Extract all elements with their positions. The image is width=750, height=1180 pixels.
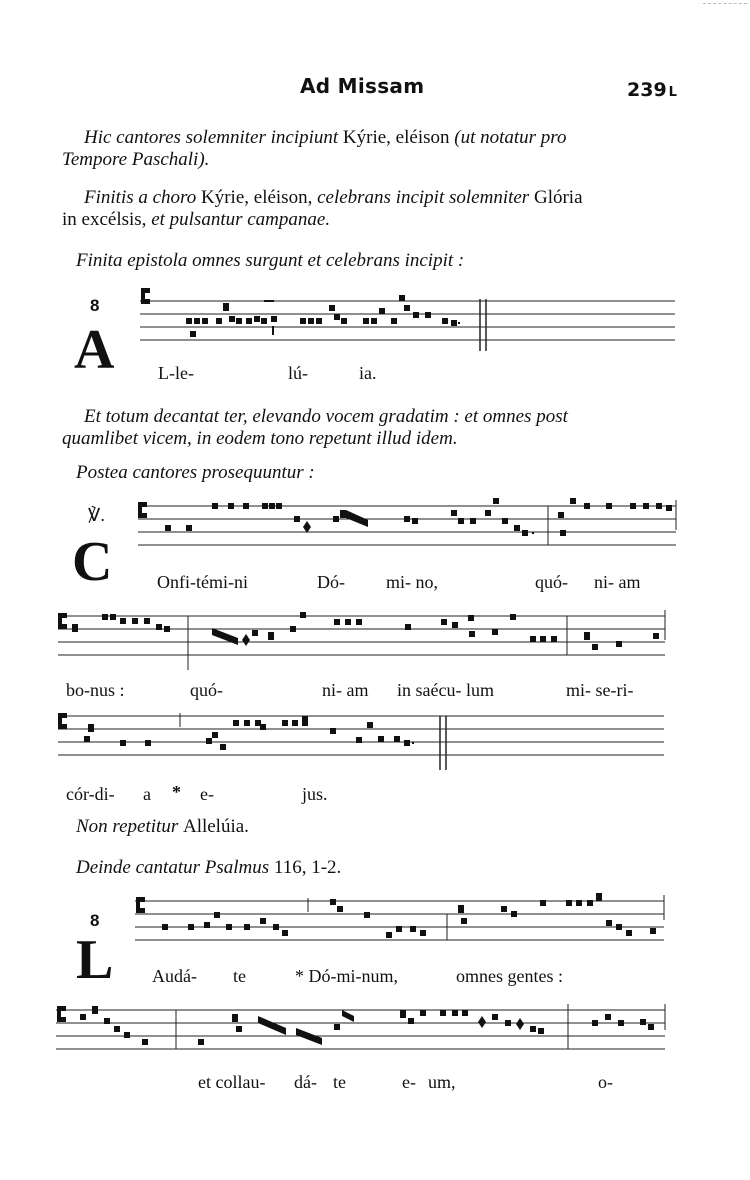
chant3-initial: L — [76, 929, 114, 991]
chant3-line2-syllable: te — [333, 1072, 346, 1092]
do-clef-icon — [141, 288, 150, 304]
staff-5-neumes — [162, 893, 656, 938]
do-clef-icon — [58, 613, 67, 629]
chant2-line2-syllable: in saécu- lum — [397, 680, 494, 700]
chant2-line1-syllable: Dó- — [317, 572, 345, 592]
chant3-line1-syllable: * Dó-mi-num, — [295, 966, 398, 986]
chant2-line3-syllable: cór-di- — [66, 784, 115, 804]
staff-3-neumes — [72, 612, 659, 650]
chant2-line2-syllable: bo-nus : — [66, 680, 125, 700]
chant3-line2-syllable: o- — [598, 1072, 613, 1092]
chant1-syllable: ia. — [359, 363, 377, 383]
chant1-syllable: lú- — [288, 363, 308, 383]
rubric-non-repetitur-b: Allelúia. — [182, 816, 249, 837]
rubric-totum-line2: quamlibet vicem, in eodem tono repetunt illud idem. — [62, 428, 458, 449]
chant2-line3-asterisk: * — [172, 782, 181, 802]
page-number-value: 239 — [627, 79, 667, 101]
rubric-non-repetitur-a: Non repetitur — [76, 816, 179, 837]
rubric-kyrie-d: Tempore Paschali). — [62, 149, 210, 170]
chant2-line2-syllable: mi- se-ri- — [566, 680, 634, 700]
chant2-line3-syllable: e- — [200, 784, 214, 804]
rubric-gloria-e: in excélsis, — [62, 209, 147, 230]
rubric-totum-line1: Et totum decantat ter, elevando vocem gradatim : et omnes post — [84, 406, 568, 427]
rubric-epistola: Finita epistola omnes surgunt et celebrans incipit : — [76, 250, 465, 271]
chant2-line2-syllable: ni- am — [322, 680, 369, 700]
chant2-versicle: ℣. — [88, 505, 105, 525]
chant3-mode: 8 — [90, 911, 100, 930]
rubric-psalmus-b: 116, 1-2. — [273, 857, 342, 878]
staff-2 — [138, 500, 676, 545]
rubric-gloria-c: celebrans incipit solemniter — [317, 187, 530, 208]
chant2-line3-syllable: jus. — [302, 784, 328, 804]
do-clef-icon — [138, 502, 147, 518]
rubric-gloria-b: Kýrie, eléison, — [201, 187, 313, 208]
rubric-kyrie-c: (ut notatur pro — [454, 127, 567, 148]
chant2-initial: C — [72, 531, 113, 593]
chant3-line2-syllable: et collau- — [198, 1072, 266, 1092]
chant2-line1-syllable: quó- — [535, 572, 568, 592]
chant2-line2-syllable: quó- — [190, 680, 223, 700]
chant3-line1-syllable: omnes gentes : — [456, 966, 563, 986]
rubric-postea: Postea cantores prosequuntur : — [76, 462, 315, 483]
chant3-line1-syllable: Audá- — [152, 966, 197, 986]
do-clef-icon — [136, 897, 145, 913]
page-title: Ad Missam — [300, 74, 425, 98]
chant2-line3-syllable: a — [143, 784, 151, 804]
staff-4-neumes — [84, 716, 414, 750]
chant3-line1-syllable: te — [233, 966, 246, 986]
do-clef-icon — [57, 1006, 66, 1022]
do-clef-icon — [58, 713, 67, 729]
chant2-line1-syllable: mi- no, — [386, 572, 438, 592]
chant3-line2-syllable: e- — [402, 1072, 416, 1092]
rubric-psalmus-a: Deinde cantatur Psalmus — [76, 857, 270, 878]
chant3-line2-syllable: um, — [428, 1072, 456, 1092]
rubric-gloria-d: Glória — [533, 187, 583, 208]
rubric-gloria-f: et pulsantur campanae. — [151, 209, 331, 230]
chant2-line1-syllable: ni- am — [594, 572, 641, 592]
chant1-initial: A — [74, 319, 115, 381]
chant1-syllable: L-le- — [158, 363, 194, 383]
chant2-line1-syllable: Onfi-témi-ni — [157, 572, 248, 592]
rubric-kyrie-b: Kýrie, eléison — [342, 127, 450, 148]
rubric-gloria-a: Finitis a choro — [84, 187, 197, 208]
staff-2-neumes — [165, 498, 672, 536]
chant3-line2-syllable: dá- — [294, 1072, 317, 1092]
chant1-mode: 8 — [90, 296, 100, 315]
page-number-suffix: L — [668, 85, 677, 100]
rubric-kyrie-a: Hic cantores solemniter incipiunt — [84, 127, 339, 148]
